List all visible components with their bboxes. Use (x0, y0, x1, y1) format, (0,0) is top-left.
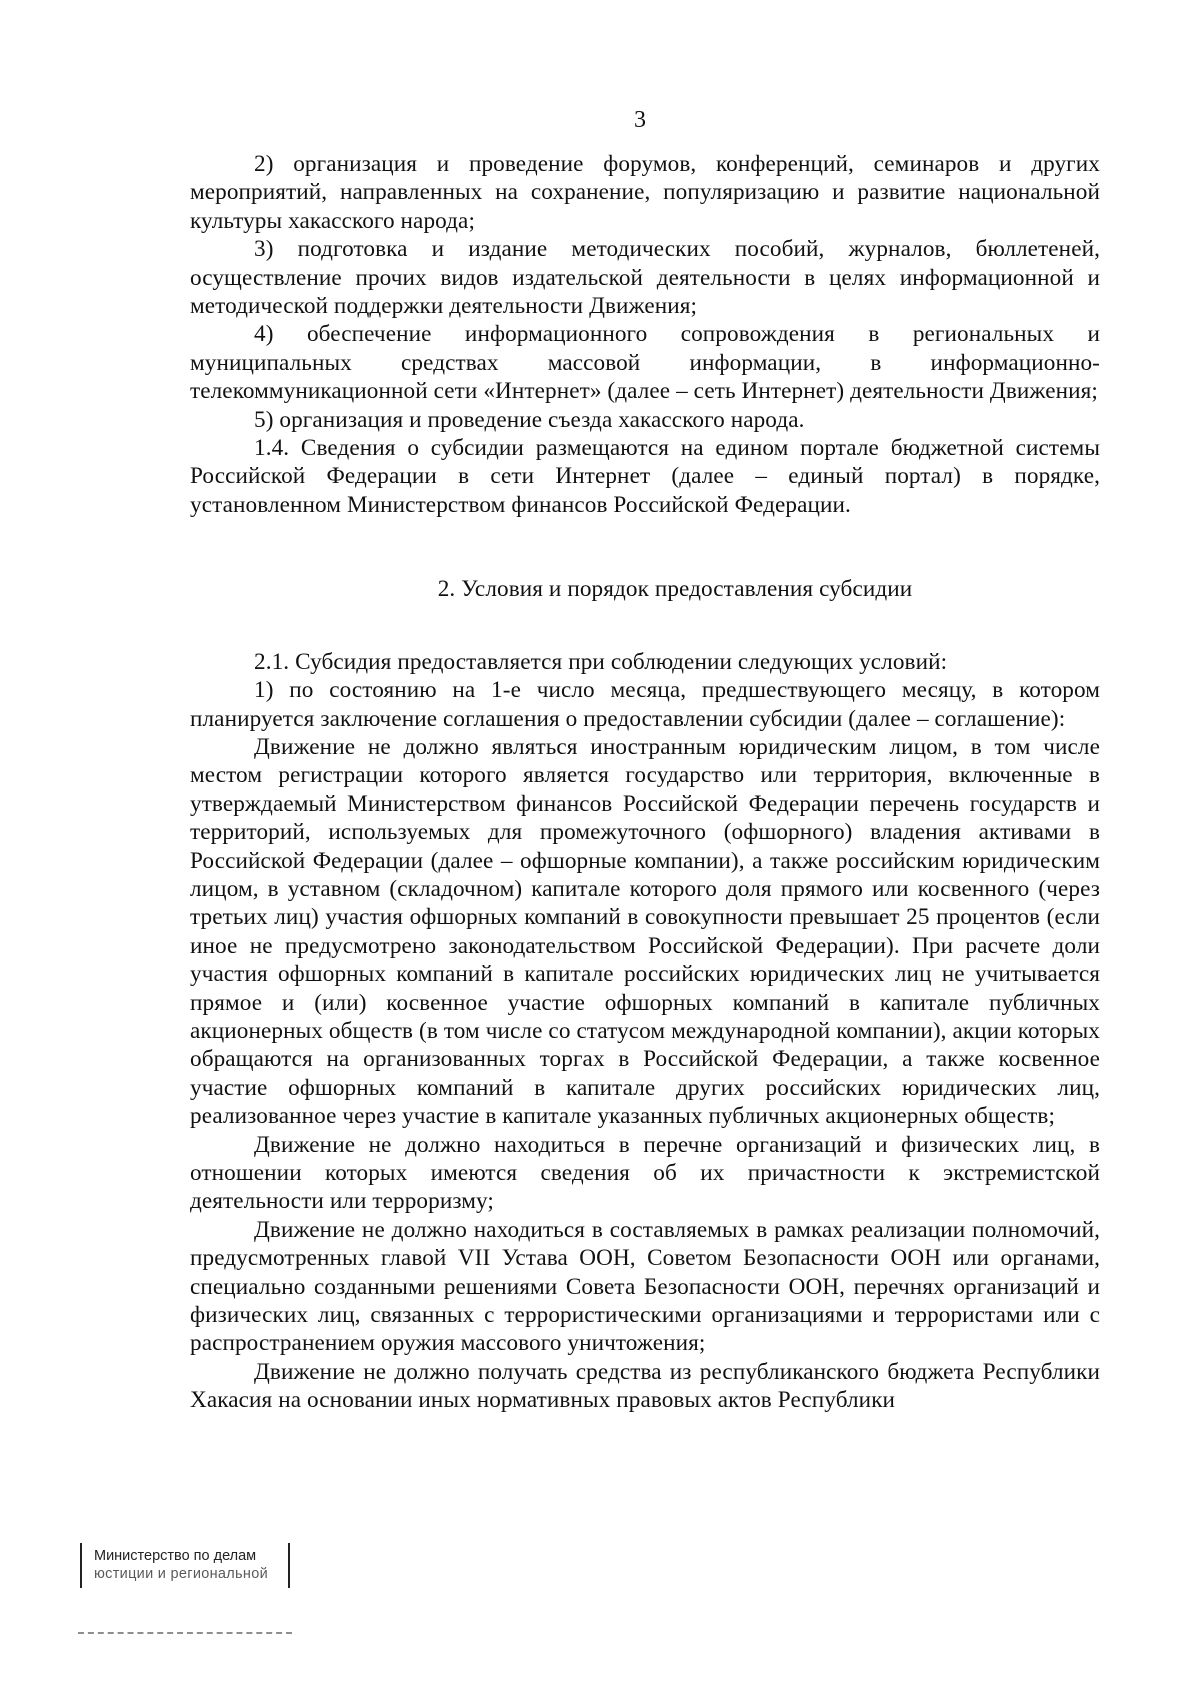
paragraph-1-4: 1.4. Сведения о субсидии размещаются на едином портале бюджетной системы Российской Федерации в сети Интернет (далее – единый портал) в порядке, установленном Министерством финансов Российской Федерации. (190, 435, 1100, 518)
paragraph-item-4: 4) обеспечение информационного сопровождения в региональных и муниципальных средствах массовой информации, в информационно-телекоммуникационной сети «Интернет» (далее – сеть Интернет) деятельности Движения; (190, 321, 1100, 405)
section-heading: 2. Условия и порядок предоставления субсидии (437, 576, 913, 603)
document-body (190, 150, 1100, 1415)
paragraph-condition-1: 1) по состоянию на 1-е число месяца, предшествующего месяцу, в котором планируется заключение соглашения о предоставлении субсидии (далее – соглашение): (190, 677, 1100, 732)
paragraph-item-2: 2) организация и проведение форумов, конференций, семинаров и других мероприятий, направленных на сохранение, популяризацию и развитие национальной культуры хакасского народа; (190, 151, 1100, 234)
paragraph-budget: Движение не должно получать средства из республиканского бюджета Республики Хакасия на основании иных нормативных правовых актов Республики (190, 1358, 1100, 1414)
paragraph-2-1: 2.1. Субсидия предоставляется при соблюдении следующих условий: (254, 648, 948, 675)
paragraph-offshore: Движение не должно являться иностранным юридическим лицом, в том числе местом регистрации которого является государство или территория, включенные в утверждаемый Министерством финансов Российской Федерации перечень государств и территорий, используемых для промежуточного (офшорного) владения активами в Российской Федерации (далее – офшорные компании), а также российским юридическим лицом, в уставном (складочном) капитале которого доля прямого или косвенного (через третьих лиц) участия офшорных компаний в совокупности превышает 25 процентов (если иное не предусмотрено законодательством Российской Федерации). При расчете доли участия офшорных компаний в капитале российских юридических лиц не учитывается прямое и (или) косвенное участие офшорных компаний в капитале публичных акционерных обществ (в том числе со статусом международной компании), акции которых обращаются на организованных торгах в Российской Федерации, а также косвенное участие офшорных компаний в капитале других российских юридических лиц, реализованное через участие в капитале указанных публичных акционерных обществ; (190, 733, 1100, 1130)
page-number: 3 (634, 107, 646, 133)
paragraph-item-5: 5) организация и проведение съезда хакасского народа. (254, 406, 805, 433)
paragraph-un-lists: Движение не должно находиться в составляемых в рамках реализации полномочий, предусмотренных главой VII Устава ООН, Советом Безопасности ООН или органами, специально созданными решениями Совета Безопасности ООН, перечнях организаций и физических лиц, связанных с террористическими организациями и террористами или с распространением оружия массового уничтожения; (190, 1216, 1100, 1357)
ministry-stamp (80, 1543, 290, 1588)
paragraph-extremism: Движение не должно находиться в перечне организаций и физических лиц, в отношении которых имеются сведения об их причастности к экстремистской деятельности или терроризму; (190, 1131, 1100, 1215)
paragraph-item-3: 3) подготовка и издание методических пособий, журналов, бюллетеней, осуществление прочих видов издательской деятельности в целях информационной и методической поддержки деятельности Движения; (190, 236, 1100, 320)
stamp-line-2: юстиции и региональной (94, 1566, 268, 1582)
stamp-line-1: Министерство по делам (94, 1548, 257, 1564)
stamp-underline (78, 1632, 292, 1634)
